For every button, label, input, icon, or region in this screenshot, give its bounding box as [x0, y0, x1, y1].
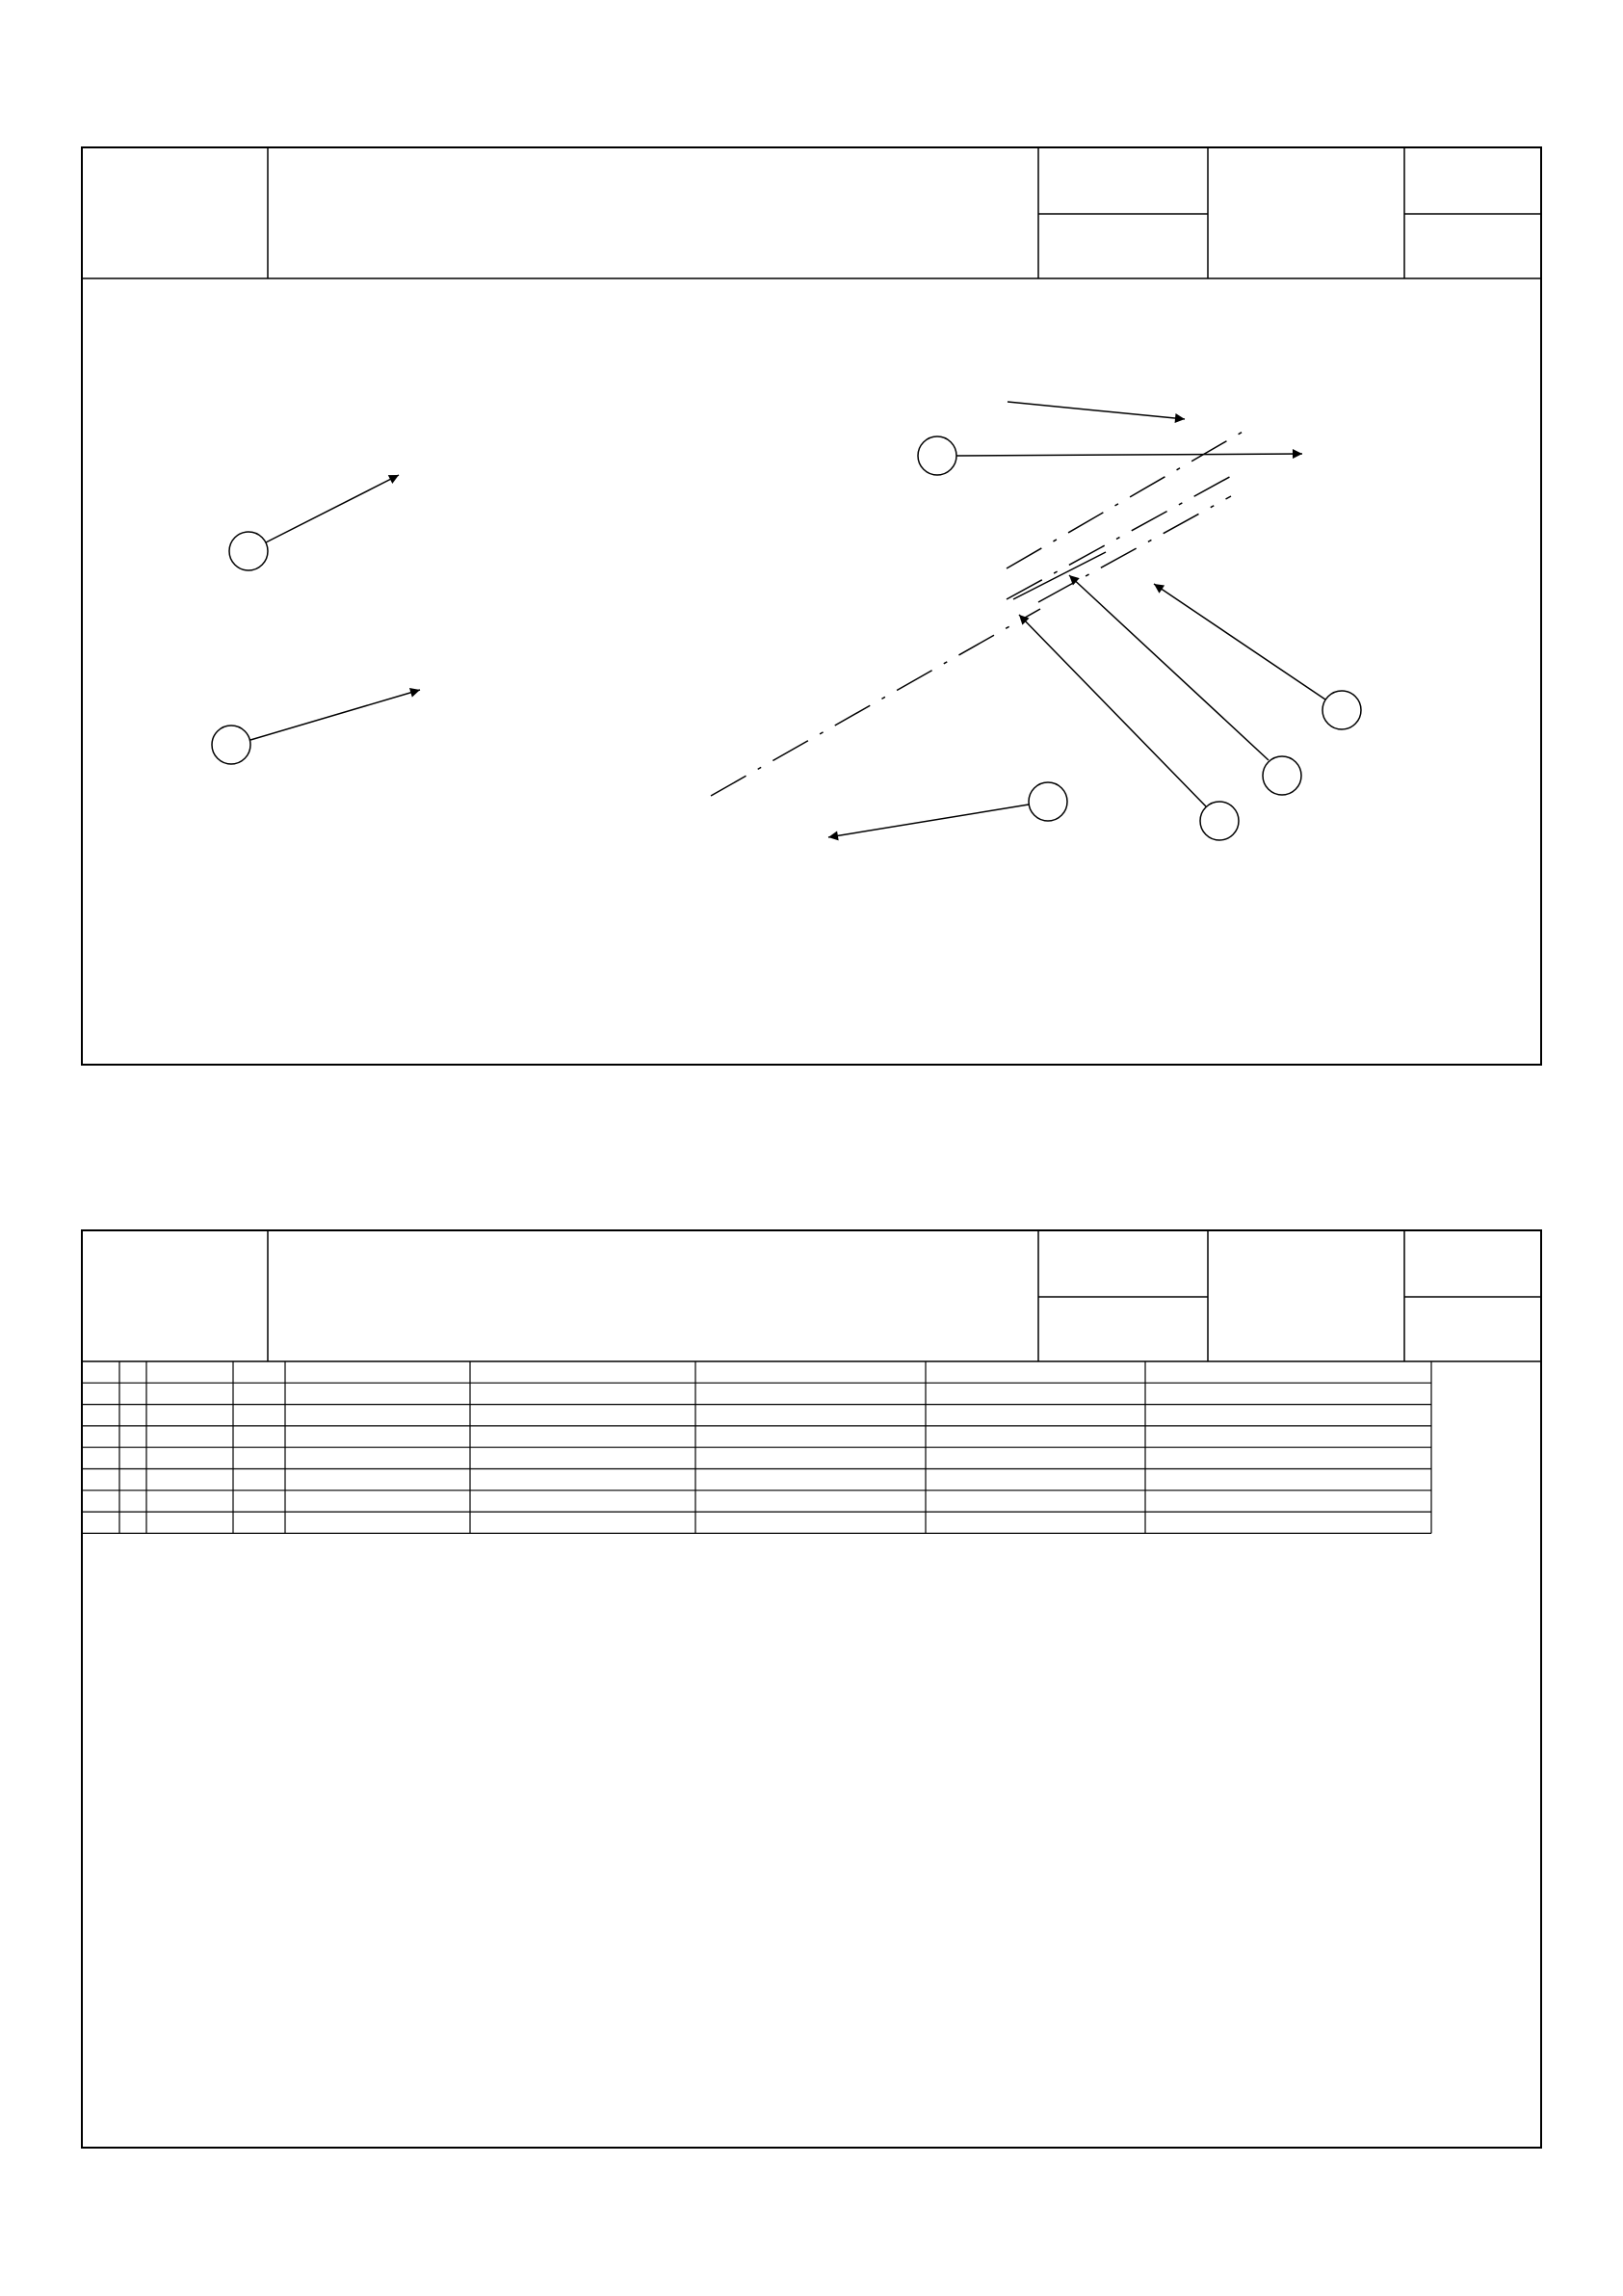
upper-sheet-border: [82, 147, 1541, 1065]
leader-arrow: [266, 475, 399, 542]
leader-arrow: [1008, 402, 1185, 419]
callout-balloon: [1322, 691, 1361, 729]
callout-balloon: [1029, 782, 1067, 821]
callout-balloon: [1263, 756, 1301, 795]
centerline: [1007, 431, 1244, 568]
upper-title-block: [82, 147, 1541, 278]
callout-5[interactable]: [1069, 575, 1301, 795]
callout-6[interactable]: [1019, 615, 1239, 840]
leader-arrow: [828, 805, 1029, 837]
centerline: [711, 609, 1040, 796]
callout-1[interactable]: [229, 475, 399, 570]
leader-arrow: [250, 690, 420, 740]
leader-arrow: [1019, 615, 1206, 806]
parts-table: [82, 1361, 1431, 1533]
leader-arrow: [956, 454, 1302, 456]
callout-7[interactable]: [828, 782, 1067, 837]
leader-arrow: [1069, 575, 1269, 760]
centerlines: [711, 431, 1244, 796]
upper-sheet: [82, 147, 1541, 1065]
centerline: [1007, 474, 1235, 599]
lower-title-block: [82, 1230, 1541, 1361]
lower-sheet-border: [82, 1230, 1541, 2148]
lower-sheet: [82, 1230, 1541, 2148]
callout-balloon: [918, 436, 956, 475]
centerline: [1038, 496, 1231, 602]
callout-balloon: [1200, 802, 1239, 840]
callout-2[interactable]: [212, 690, 420, 764]
centerline: [1013, 552, 1106, 599]
callout-4[interactable]: [1154, 584, 1361, 729]
callout-balloon: [212, 726, 250, 764]
leader-arrow: [1154, 584, 1325, 699]
callout-3[interactable]: [918, 436, 1302, 475]
callout-balloon: [229, 532, 268, 570]
